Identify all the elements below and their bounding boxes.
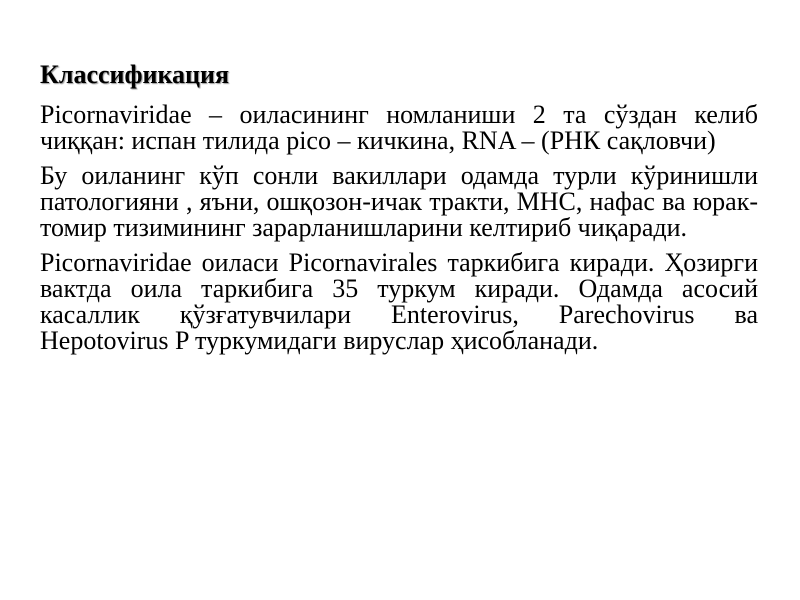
paragraph-etymology: Picornaviridae – оиласининг номланиши 2 та сўздан келиб чиққан: испан тилида pico – кичкина, RNA – (РНК сақловчи) [40,100,758,155]
slide-title: Классификация [40,60,230,89]
paragraph-taxonomy: Picornaviridae оиласи Picornavirales таркибига киради. Ҳозирги вактда оила таркибига 35 туркум киради. Одамда асосий касаллик қўзғатувчилари Enterovirus, Parechovirus ва Hepotovirus P туркумидаги вируслар ҳисобланади. [40,248,758,355]
paragraph-pathology: Бу оиланинг кўп сонли вакиллари одамда турли кўринишли патологияни , яъни, ошқозон-ичак тракти, МНС, нафас ва юрак-томир тизимининг зарарланишларини келтириб чиқаради. [40,161,758,242]
